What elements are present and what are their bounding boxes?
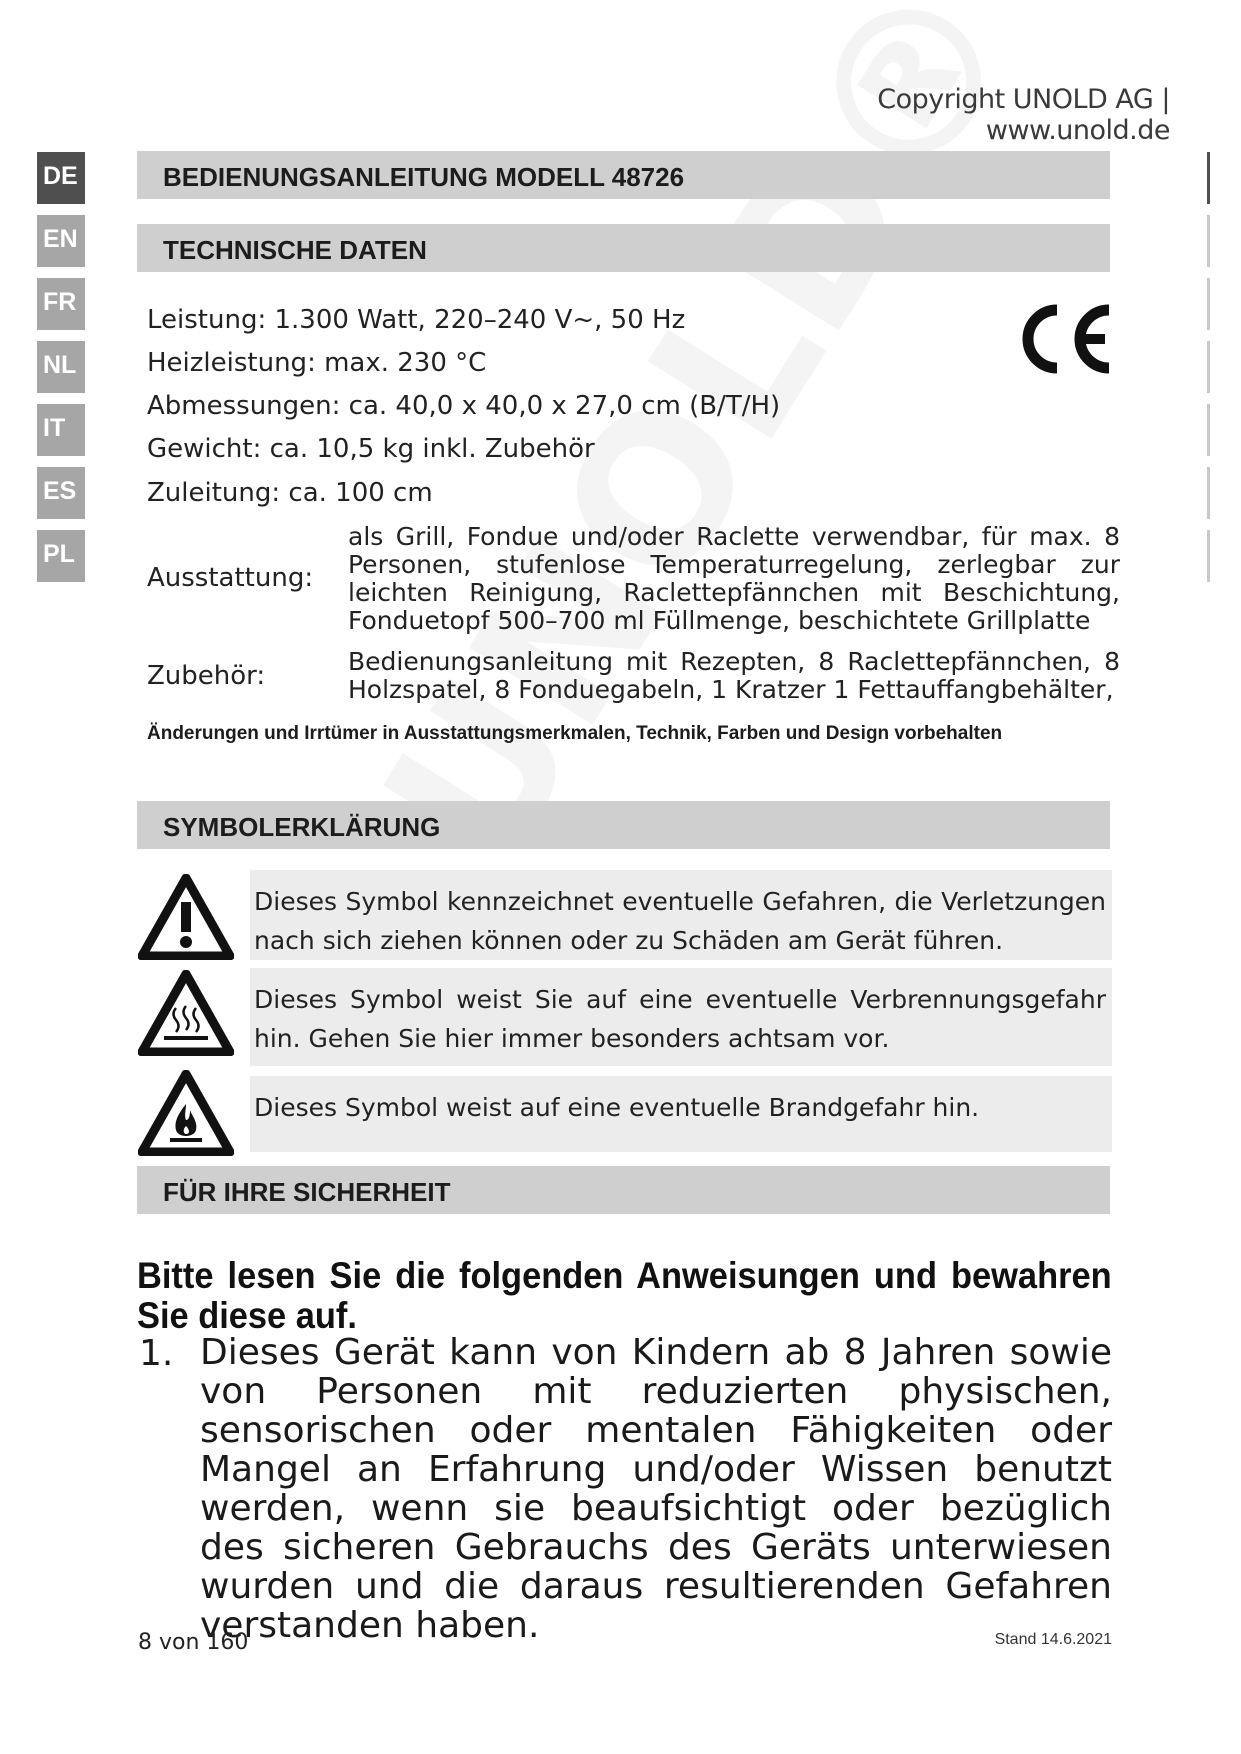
equipment-text: als Grill, Fondue und/oder Raclette verwendbar, für max. 8 Personen, stufenlose Temperaturregelung, zerlegbar zur leichten Reinigung, Raclettepfännchen mit Beschichtung, Fonduetopf 500–700 ml Füllmenge, beschichtete Grillplatte [348, 522, 1120, 635]
equipment-label: Ausstattung: [147, 563, 314, 593]
edge-marker [1207, 341, 1210, 393]
safety-item-number: 1. [139, 1333, 174, 1374]
manual-title: BEDIENUNGSANLEITUNG MODELL 48726 [163, 162, 685, 192]
language-tab-fr[interactable]: FR [37, 278, 85, 330]
spec-power: Leistung: 1.300 Watt, 220–240 V~, 50 Hz [147, 305, 686, 335]
symbols-bar [137, 801, 1110, 849]
ce-mark-icon [1013, 300, 1113, 378]
safety-bar [137, 1166, 1110, 1214]
spec-heating: Heizleistung: max. 230 °C [147, 348, 487, 378]
language-tab-pl[interactable]: PL [37, 530, 85, 582]
safety-item-text: Dieses Gerät kann von Kindern ab 8 Jahren sowie von Personen mit reduzierten physischen, sensorischen oder mentalen Fähigkeiten oder Mangel an Erfahrung und/oder Wissen benutzt werden, wenn sie beaufsichtigt oder bezüglich des sicheren Gebrauchs des Geräts unterwiesen wurden und die daraus resultierenden Gefahren verstanden haben. [200, 1332, 1112, 1646]
edge-marker [1207, 467, 1210, 519]
fire-warning-icon [138, 1070, 234, 1156]
page-number: 8 von 160 [138, 1630, 249, 1655]
copyright-header: Copyright UNOLD AG | www.unold.de [877, 84, 1170, 146]
tech-data-bar [137, 224, 1110, 272]
symbol-description-fire [250, 1076, 1112, 1152]
symbol-text: Dieses Symbol weist auf eine eventuelle Brandgefahr hin. [254, 1093, 980, 1122]
warning-triangle-exclamation-icon [138, 874, 234, 960]
symbol-description-warning [250, 870, 1112, 960]
symbol-description-burn [250, 968, 1112, 1066]
changes-notice: Änderungen und Irrtümer in Ausstattungsmerkmalen, Technik, Farben und Design vorbehalten [147, 723, 1003, 744]
edge-marker [1207, 215, 1210, 267]
language-tab-en[interactable]: EN [37, 215, 85, 267]
edge-marker [1207, 152, 1210, 204]
edge-marker [1207, 404, 1210, 456]
symbol-text: Dieses Symbol weist Sie auf eine eventuelle Verbrennungsgefahr hin. Gehen Sie hier immer besonders achtsam vor. [254, 985, 1106, 1053]
edge-marker [1207, 278, 1210, 330]
accessories-label: Zubehör: [147, 661, 266, 691]
tech-data-title: TECHNISCHE DATEN [163, 235, 427, 265]
spec-weight: Gewicht: ca. 10,5 kg inkl. Zubehör [147, 434, 595, 464]
safety-lead-text: Bitte lesen Sie die folgenden Anweisungen und bewahren Sie diese auf. [137, 1255, 1112, 1336]
language-tab-nl[interactable]: NL [37, 341, 85, 393]
language-tab-it[interactable]: IT [37, 404, 85, 456]
manual-title-bar [137, 151, 1110, 199]
safety-title: FÜR IHRE SICHERHEIT [163, 1177, 451, 1207]
symbol-text: Dieses Symbol kennzeichnet eventuelle Gefahren, die Verletzungen nach sich ziehen können oder zu Schäden am Gerät führen. [254, 887, 1106, 955]
spec-cable: Zuleitung: ca. 100 cm [147, 478, 433, 508]
accessories-text: Bedienungsanleitung mit Rezepten, 8 Raclettepfännchen, 8 Holzspatel, 8 Fonduegabeln, 1 Kratzer 1 Fettauffangbehälter, [348, 647, 1120, 704]
edge-marker [1207, 530, 1210, 582]
language-tab-de[interactable]: DE [37, 152, 85, 204]
spec-dimensions: Abmessungen: ca. 40,0 x 40,0 x 27,0 cm (B/T/H) [147, 391, 781, 421]
symbols-title: SYMBOLERKLÄRUNG [163, 812, 441, 842]
language-tab-es[interactable]: ES [37, 467, 85, 519]
hot-surface-warning-icon [138, 970, 234, 1056]
document-date: Stand 14.6.2021 [994, 1631, 1112, 1648]
